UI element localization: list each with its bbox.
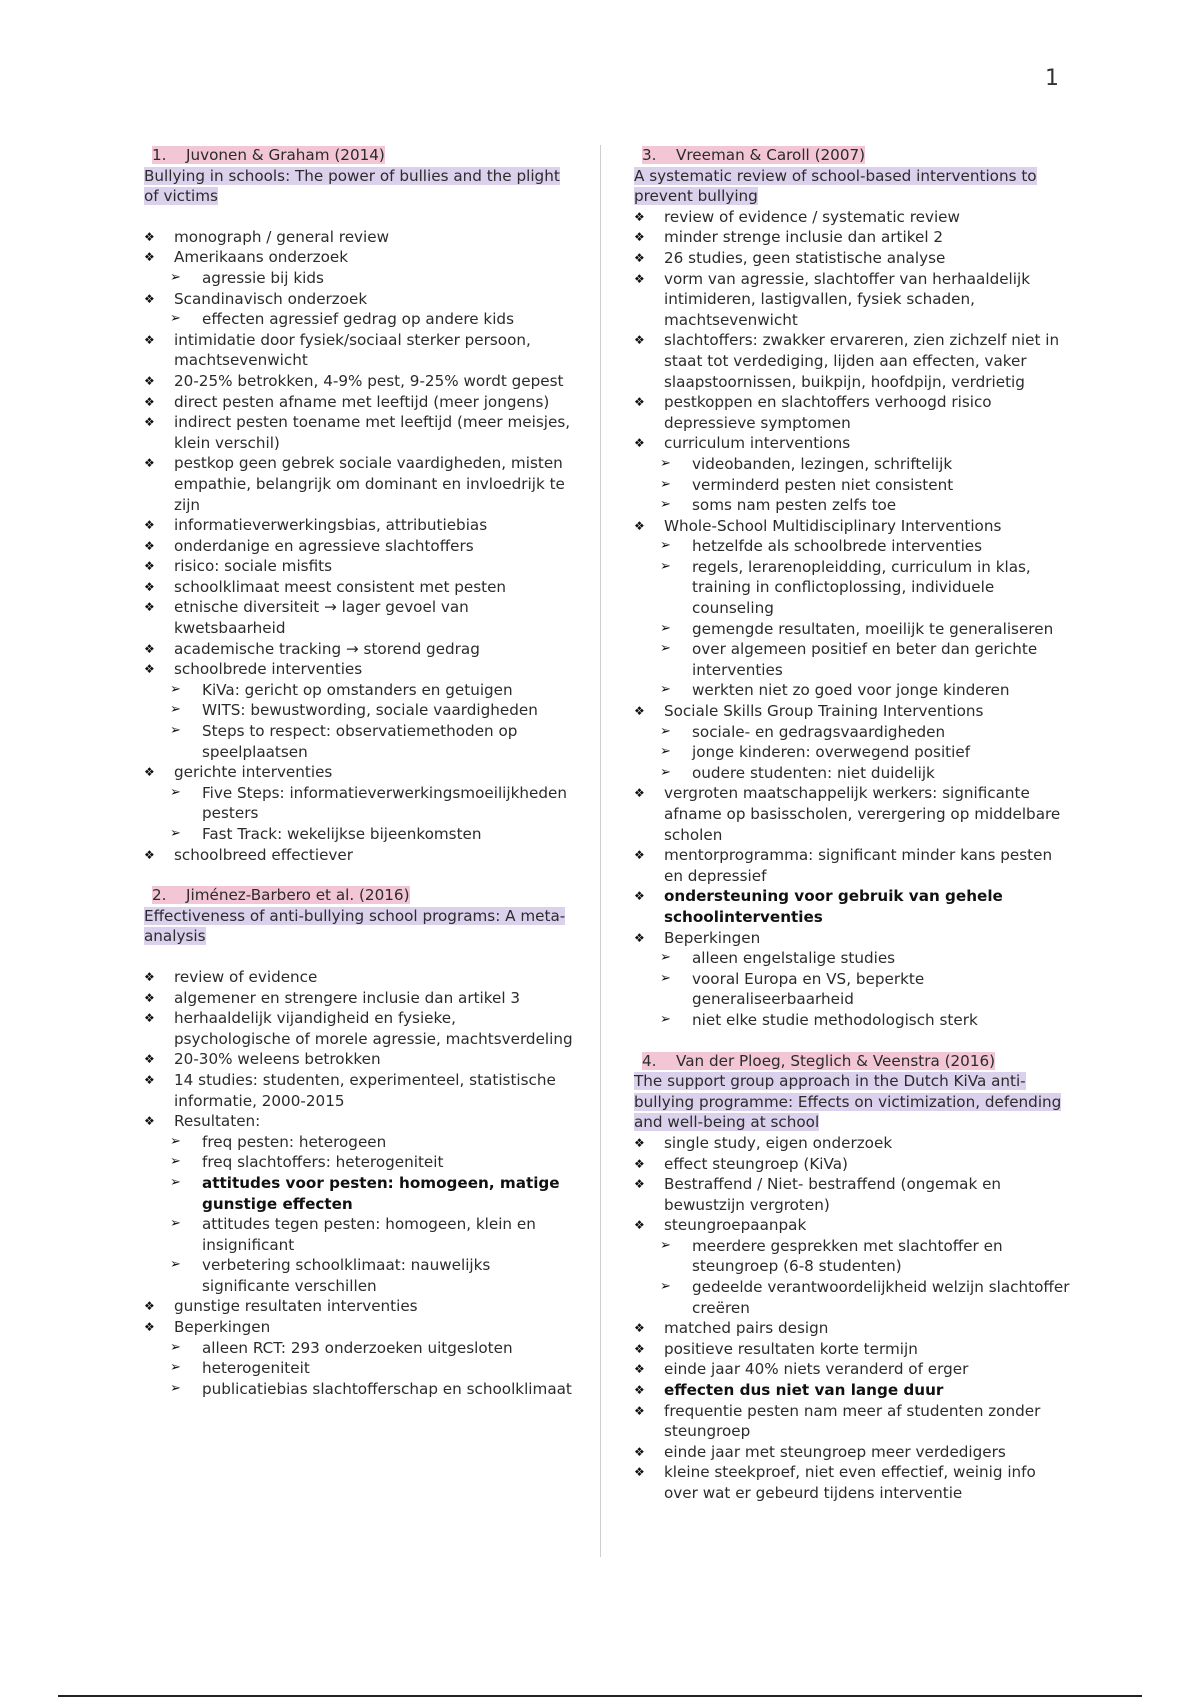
sub-list-item: ➢ niet elke studie methodologisch sterk — [634, 1010, 1074, 1031]
article-title: The support group approach in the Dutch KiVa anti-bullying programme: Effects on victimization, defending and well-being at school — [634, 1072, 1062, 1132]
list-item: ❖ vorm van agressie, slachtoffer van herhaaldelijk intimideren, lastigvallen, fysiek schaden, machtsevenwicht — [634, 269, 1074, 331]
list-item: ❖ effecten dus niet van lange duur — [634, 1380, 1074, 1401]
list-item: ❖ algemener en strengere inclusie dan artikel 3 — [144, 988, 574, 1009]
list-item: ❖ einde jaar 40% niets veranderd of erger — [634, 1359, 1074, 1380]
list-item: ❖ mentorprogramma: significant minder kans pesten en depressief — [634, 845, 1074, 886]
list-item: ❖ gerichte interventies — [144, 762, 574, 783]
list-item: ❖ review of evidence / systematic review — [634, 207, 1074, 228]
page-number: 1 — [1045, 66, 1059, 91]
sub-list-item: ➢ Five Steps: informatieverwerkingsmoeilijkheden pesters — [144, 783, 574, 824]
section-heading: 1. Juvonen & Graham (2014) — [152, 146, 385, 164]
list-item: ❖ risico: sociale misfits — [144, 556, 574, 577]
sub-list-item: ➢ verminderd pesten niet consistent — [634, 475, 1074, 496]
list-item: ❖ gunstige resultaten interventies — [144, 1296, 574, 1317]
list-item: ❖ etnische diversiteit → lager gevoel van kwetsbaarheid — [144, 597, 574, 638]
article-title: Bullying in schools: The power of bullies and the plight of victims — [144, 166, 560, 206]
right-column — [634, 145, 1074, 1504]
left-column — [144, 145, 574, 1399]
list-item: ❖ intimidatie door fysiek/sociaal sterker persoon, machtsevenwicht — [144, 330, 574, 371]
list-item: ❖ kleine steekproef, niet even effectief, weinig info over wat er gebeurd tijdens interventie — [634, 1462, 1074, 1503]
sub-list-item: ➢ soms nam pesten zelfs toe — [634, 495, 1074, 516]
sub-list-item: ➢ gedeelde verantwoordelijkheid welzijn slachtoffer creëren — [634, 1277, 1074, 1318]
sub-list-item: ➢ regels, lerarenopleidding, curriculum in klas, training in conflictoplossing, individuele counseling — [634, 557, 1074, 619]
sub-list-item: ➢ sociale- en gedragsvaardigheden — [634, 722, 1074, 743]
list-item: ❖ curriculum interventions — [634, 433, 1074, 454]
sub-list-item: ➢ alleen engelstalige studies — [634, 948, 1074, 969]
article-title: Effectiveness of anti-bullying school programs: A meta-analysis — [144, 906, 566, 946]
list-item: ❖ effect steungroep (KiVa) — [634, 1154, 1074, 1175]
list-item: ❖ Scandinavisch onderzoek — [144, 289, 574, 310]
bottom-rule — [58, 1695, 1142, 1697]
list-item: ❖ slachtoffers: zwakker ervareren, zien zichzelf niet in staat tot verdediging, lijden aan effecten, vaker slaapstoornissen, buikpijn, hoofdpijn, verdrietig — [634, 330, 1074, 392]
sub-list-item: ➢ Fast Track: wekelijkse bijeenkomsten — [144, 824, 574, 845]
sub-list-item: ➢ hetzelfde als schoolbrede interventies — [634, 536, 1074, 557]
bullet-list — [634, 1133, 1074, 1504]
bullet-list — [144, 967, 574, 1399]
list-item: ❖ einde jaar met steungroep meer verdedigers — [634, 1442, 1074, 1463]
list-item: ❖ pestkop geen gebrek sociale vaardigheden, misten empathie, belangrijk om dominant en invloedrijk te zijn — [144, 453, 574, 515]
sub-list-item: ➢ heterogeniteit — [144, 1358, 574, 1379]
sub-list-item: ➢ KiVa: gericht op omstanders en getuigen — [144, 680, 574, 701]
list-item: ❖ frequentie pesten nam meer af studenten zonder steungroep — [634, 1401, 1074, 1442]
sub-list-item: ➢ publicatiebias slachtofferschap en schoolklimaat — [144, 1379, 574, 1400]
list-item: ❖ positieve resultaten korte termijn — [634, 1339, 1074, 1360]
list-item: ❖ Bestraffend / Niet- bestraffend (ongemak en bewustzijn vergroten) — [634, 1174, 1074, 1215]
list-item: ❖ monograph / general review — [144, 227, 574, 248]
list-item: ❖ minder strenge inclusie dan artikel 2 — [634, 227, 1074, 248]
section-jimenez-barbero — [144, 885, 574, 1399]
list-item: ❖ direct pesten afname met leeftijd (meer jongens) — [144, 392, 574, 413]
list-item: ❖ Amerikaans onderzoek — [144, 247, 574, 268]
sub-list-item: ➢ alleen RCT: 293 onderzoeken uitgesloten — [144, 1338, 574, 1359]
section-heading: 4. Van der Ploeg, Steglich & Veenstra (2016) — [642, 1051, 996, 1070]
sub-list-item: ➢ vooral Europa en VS, beperkte generaliseerbaarheid — [634, 969, 1074, 1010]
list-item: ❖ Resultaten: — [144, 1111, 574, 1132]
list-item: ❖ onderdanige en agressieve slachtoffers — [144, 536, 574, 557]
sub-list-item: ➢ videobanden, lezingen, schriftelijk — [634, 454, 1074, 475]
sub-list-item: ➢ effecten agressief gedrag op andere kids — [144, 309, 574, 330]
sub-list-item: ➢ Steps to respect: observatiemethoden op speelplaatsen — [144, 721, 574, 762]
article-title: A systematic review of school-based interventions to prevent bullying — [634, 166, 1037, 206]
sub-list-item: ➢ attitudes voor pesten: homogeen, matige gunstige effecten — [144, 1173, 574, 1214]
list-item: ❖ ondersteuning voor gebruik van gehele schoolinterventies — [634, 886, 1074, 927]
list-item: ❖ review of evidence — [144, 967, 574, 988]
list-item: ❖ schoolklimaat meest consistent met pesten — [144, 577, 574, 598]
sub-list-item: ➢ gemengde resultaten, moeilijk te generaliseren — [634, 619, 1074, 640]
sub-list-item: ➢ WITS: bewustwording, sociale vaardigheden — [144, 700, 574, 721]
list-item: ❖ Beperkingen — [634, 928, 1074, 949]
list-item: ❖ schoolbrede interventies — [144, 659, 574, 680]
sub-list-item: ➢ verbetering schoolklimaat: nauwelijks significante verschillen — [144, 1255, 574, 1296]
list-item: ❖ Beperkingen — [144, 1317, 574, 1338]
list-item: ❖ informatieverwerkingsbias, attributiebias — [144, 515, 574, 536]
list-item: ❖ indirect pesten toename met leeftijd (meer meisjes, klein verschil) — [144, 412, 574, 453]
list-item: ❖ 14 studies: studenten, experimenteel, statistische informatie, 2000-2015 — [144, 1070, 574, 1111]
list-item: ❖ 20-30% weleens betrokken — [144, 1049, 574, 1070]
sub-list-item: ➢ freq slachtoffers: heterogeniteit — [144, 1152, 574, 1173]
list-item: ❖ steungroepaanpak — [634, 1215, 1074, 1236]
list-item: ❖ pestkoppen en slachtoffers verhoogd risico depressieve symptomen — [634, 392, 1074, 433]
list-item: ❖ Whole-School Multidisciplinary Interventions — [634, 516, 1074, 537]
list-item: ❖ Sociale Skills Group Training Interventions — [634, 701, 1074, 722]
section-juvonen-graham — [144, 145, 574, 865]
sub-list-item: ➢ werkten niet zo goed voor jonge kinderen — [634, 680, 1074, 701]
bullet-list — [144, 227, 574, 865]
list-item: ❖ 26 studies, geen statistische analyse — [634, 248, 1074, 269]
list-item: ❖ herhaaldelijk vijandigheid en fysieke, psychologische of morele agressie, machtsverdeling — [144, 1008, 574, 1049]
sub-list-item: ➢ freq pesten: heterogeen — [144, 1132, 574, 1153]
sub-list-item: ➢ meerdere gesprekken met slachtoffer en steungroep (6-8 studenten) — [634, 1236, 1074, 1277]
list-item: ❖ academische tracking → storend gedrag — [144, 639, 574, 660]
bullet-list — [634, 207, 1074, 1031]
section-heading: 3. Vreeman & Caroll (2007) — [642, 146, 866, 164]
column-divider — [600, 145, 601, 1557]
section-heading: 2. Jiménez-Barbero et al. (2016) — [152, 886, 410, 905]
sub-list-item: ➢ over algemeen positief en beter dan gerichte interventies — [634, 639, 1074, 680]
list-item: ❖ schoolbreed effectiever — [144, 845, 574, 866]
list-item: ❖ matched pairs design — [634, 1318, 1074, 1339]
sub-list-item: ➢ agressie bij kids — [144, 268, 574, 289]
sub-list-item: ➢ oudere studenten: niet duidelijk — [634, 763, 1074, 784]
list-item: ❖ vergroten maatschappelijk werkers: significante afname op basisscholen, verergering op middelbare scholen — [634, 783, 1074, 845]
sub-list-item: ➢ jonge kinderen: overwegend positief — [634, 742, 1074, 763]
list-item: ❖ 20-25% betrokken, 4-9% pest, 9-25% wordt gepest — [144, 371, 574, 392]
sub-list-item: ➢ attitudes tegen pesten: homogeen, klein en insignificant — [144, 1214, 574, 1255]
section-vreeman-caroll — [634, 145, 1074, 1031]
list-item: ❖ single study, eigen onderzoek — [634, 1133, 1074, 1154]
section-van-der-ploeg — [634, 1051, 1074, 1504]
